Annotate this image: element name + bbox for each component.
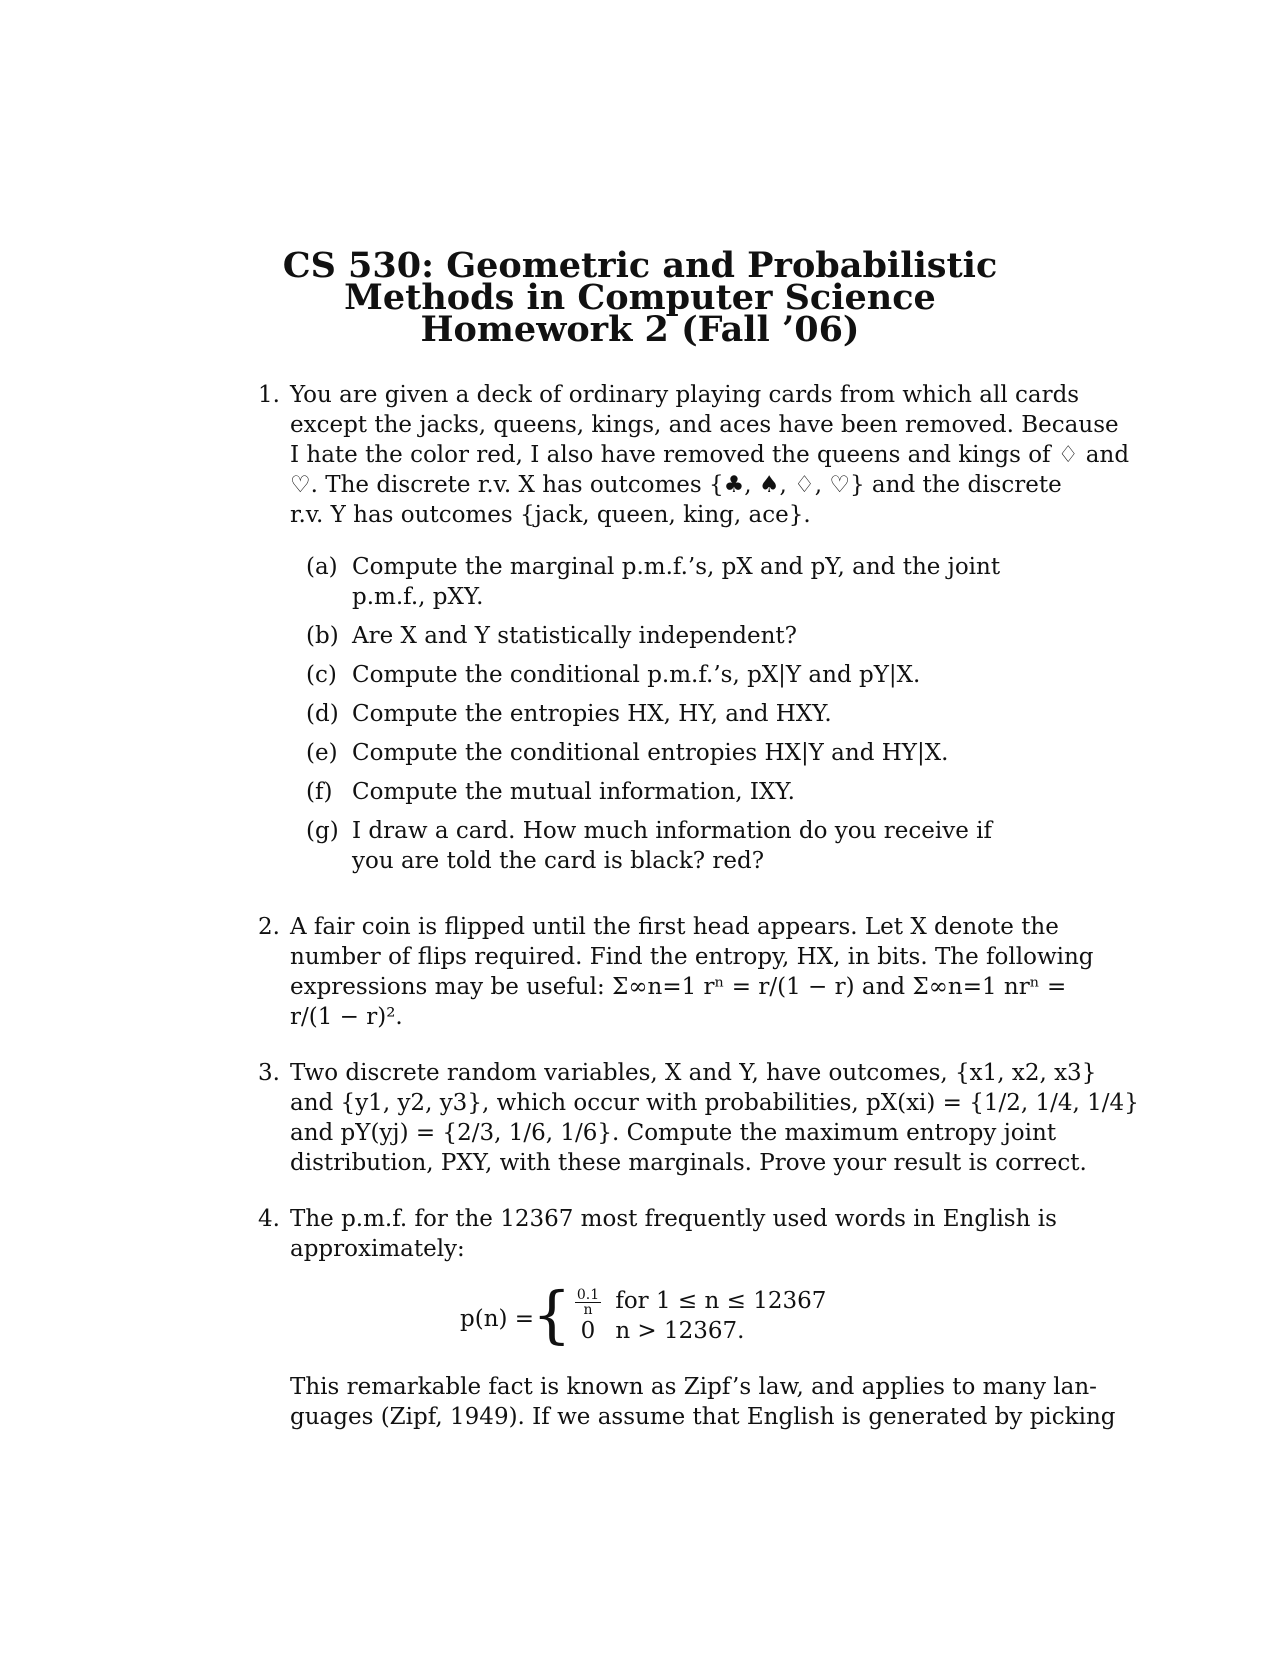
subpart-b [300, 621, 1038, 651]
problem-text-line: and pY(yj) = {2/3, 1/6, 1/6}. Compute the maximum entropy joint [290, 1120, 1057, 1146]
problem-list [258, 380, 1139, 1432]
title-line-1: CS 530: Geometric and Probabilistic [282, 245, 998, 286]
problem-text-line: The p.m.f. for the 12367 most frequently used words in English is [290, 1206, 1057, 1232]
problem-text-line: Two discrete random variables, X and Y, have outcomes, {x1, x2, x3} [290, 1060, 1097, 1086]
subpart-label: (e) [306, 740, 338, 766]
subpart-label: (g) [306, 818, 339, 844]
problem-number: 3. [258, 1060, 280, 1086]
subpart-label: (d) [306, 701, 339, 727]
problem-text-line: guages (Zipf, 1949). If we assume that English is generated by picking [290, 1404, 1116, 1430]
problem-number: 2. [258, 914, 280, 940]
zipf-formula [290, 1278, 1038, 1356]
fraction-denominator: n [583, 1301, 593, 1318]
document-title [260, 245, 1020, 350]
formula-case-2 [568, 1316, 745, 1346]
subpart-text: Compute the mutual information, IXY. [352, 779, 795, 805]
subpart-text: Compute the conditional entropies HX|Y and HY|X. [352, 740, 949, 766]
title-line-3: Homework 2 (Fall ’06) [420, 309, 860, 350]
subpart-g [300, 816, 1038, 876]
subpart-f [300, 777, 1038, 807]
subpart-text: Compute the conditional p.m.f.’s, pX|Y and pY|X. [352, 662, 921, 688]
problem-3 [258, 1058, 1139, 1178]
problem-text-line: A fair coin is flipped until the first head appears. Let X denote the [290, 914, 1059, 940]
formula-condition: n > 12367. [615, 1318, 745, 1344]
subpart-a [300, 552, 1038, 612]
subpart-e [300, 738, 1038, 768]
subpart-text: Are X and Y statistically independent? [352, 623, 798, 649]
problem-2 [258, 912, 1094, 1032]
subpart-text: Compute the marginal p.m.f.’s, pX and pY, and the joint p.m.f., pXY. [352, 554, 1001, 610]
formula-brace: { [532, 1278, 572, 1351]
problem-text-line: I hate the color red, I also have removed the queens and kings of ♢ and [290, 442, 1130, 468]
formula-case-1 [568, 1286, 826, 1317]
problem-text-line: r.v. Y has outcomes {jack, queen, king, ace}. [290, 502, 811, 528]
problem-text-line: distribution, PXY, with these marginals. Prove your result is correct. [290, 1150, 1087, 1176]
problem-text-line: approximately: [290, 1236, 465, 1262]
subpart-c [300, 660, 1038, 690]
problem-text-line: except the jacks, queens, kings, and aces have been removed. Because [290, 412, 1119, 438]
fraction-numerator: 0.1 [576, 1286, 600, 1303]
problem-1 [258, 380, 1130, 876]
problem-number: 1. [258, 382, 280, 408]
problem-text-line: r/(1 − r)². [290, 1004, 403, 1030]
problem-text-line: This remarkable fact is known as Zipf’s law, and applies to many lan- [290, 1374, 1097, 1400]
formula-value: 0 [580, 1318, 596, 1344]
problem-text-line: and {y1, y2, y3}, which occur with probabilities, pX(xi) = {1/2, 1/4, 1/4} [290, 1090, 1139, 1116]
subpart-label: (a) [306, 554, 338, 580]
problem-text-line: You are given a deck of ordinary playing cards from which all cards [290, 382, 1080, 408]
formula-condition: for 1 ≤ n ≤ 12367 [615, 1288, 827, 1314]
subpart-text: I draw a card. How much information do you receive if you are told the card is black? red? [352, 818, 993, 874]
title-line-2: Methods in Computer Science [344, 277, 936, 318]
subpart-label: (f) [306, 779, 333, 805]
formula-fraction [575, 1288, 601, 1317]
subparts-list [290, 552, 1038, 876]
problem-number: 4. [258, 1206, 280, 1232]
problem-text-line: ♡. The discrete r.v. X has outcomes {♣, ♠, ♢, ♡} and the discrete [290, 472, 1062, 498]
problem-4 [258, 1204, 1116, 1432]
problem-text-line: expressions may be useful: Σ∞n=1 rⁿ = r/(1 − r) and Σ∞n=1 nrⁿ = [290, 974, 1067, 1000]
subpart-text: Compute the entropies HX, HY, and HXY. [352, 701, 832, 727]
subpart-label: (c) [306, 662, 337, 688]
problem-text-line: number of flips required. Find the entropy, HX, in bits. The following [290, 944, 1094, 970]
formula-lhs: p(n) = [460, 1306, 535, 1332]
subpart-label: (b) [306, 623, 339, 649]
subpart-d [300, 699, 1038, 729]
